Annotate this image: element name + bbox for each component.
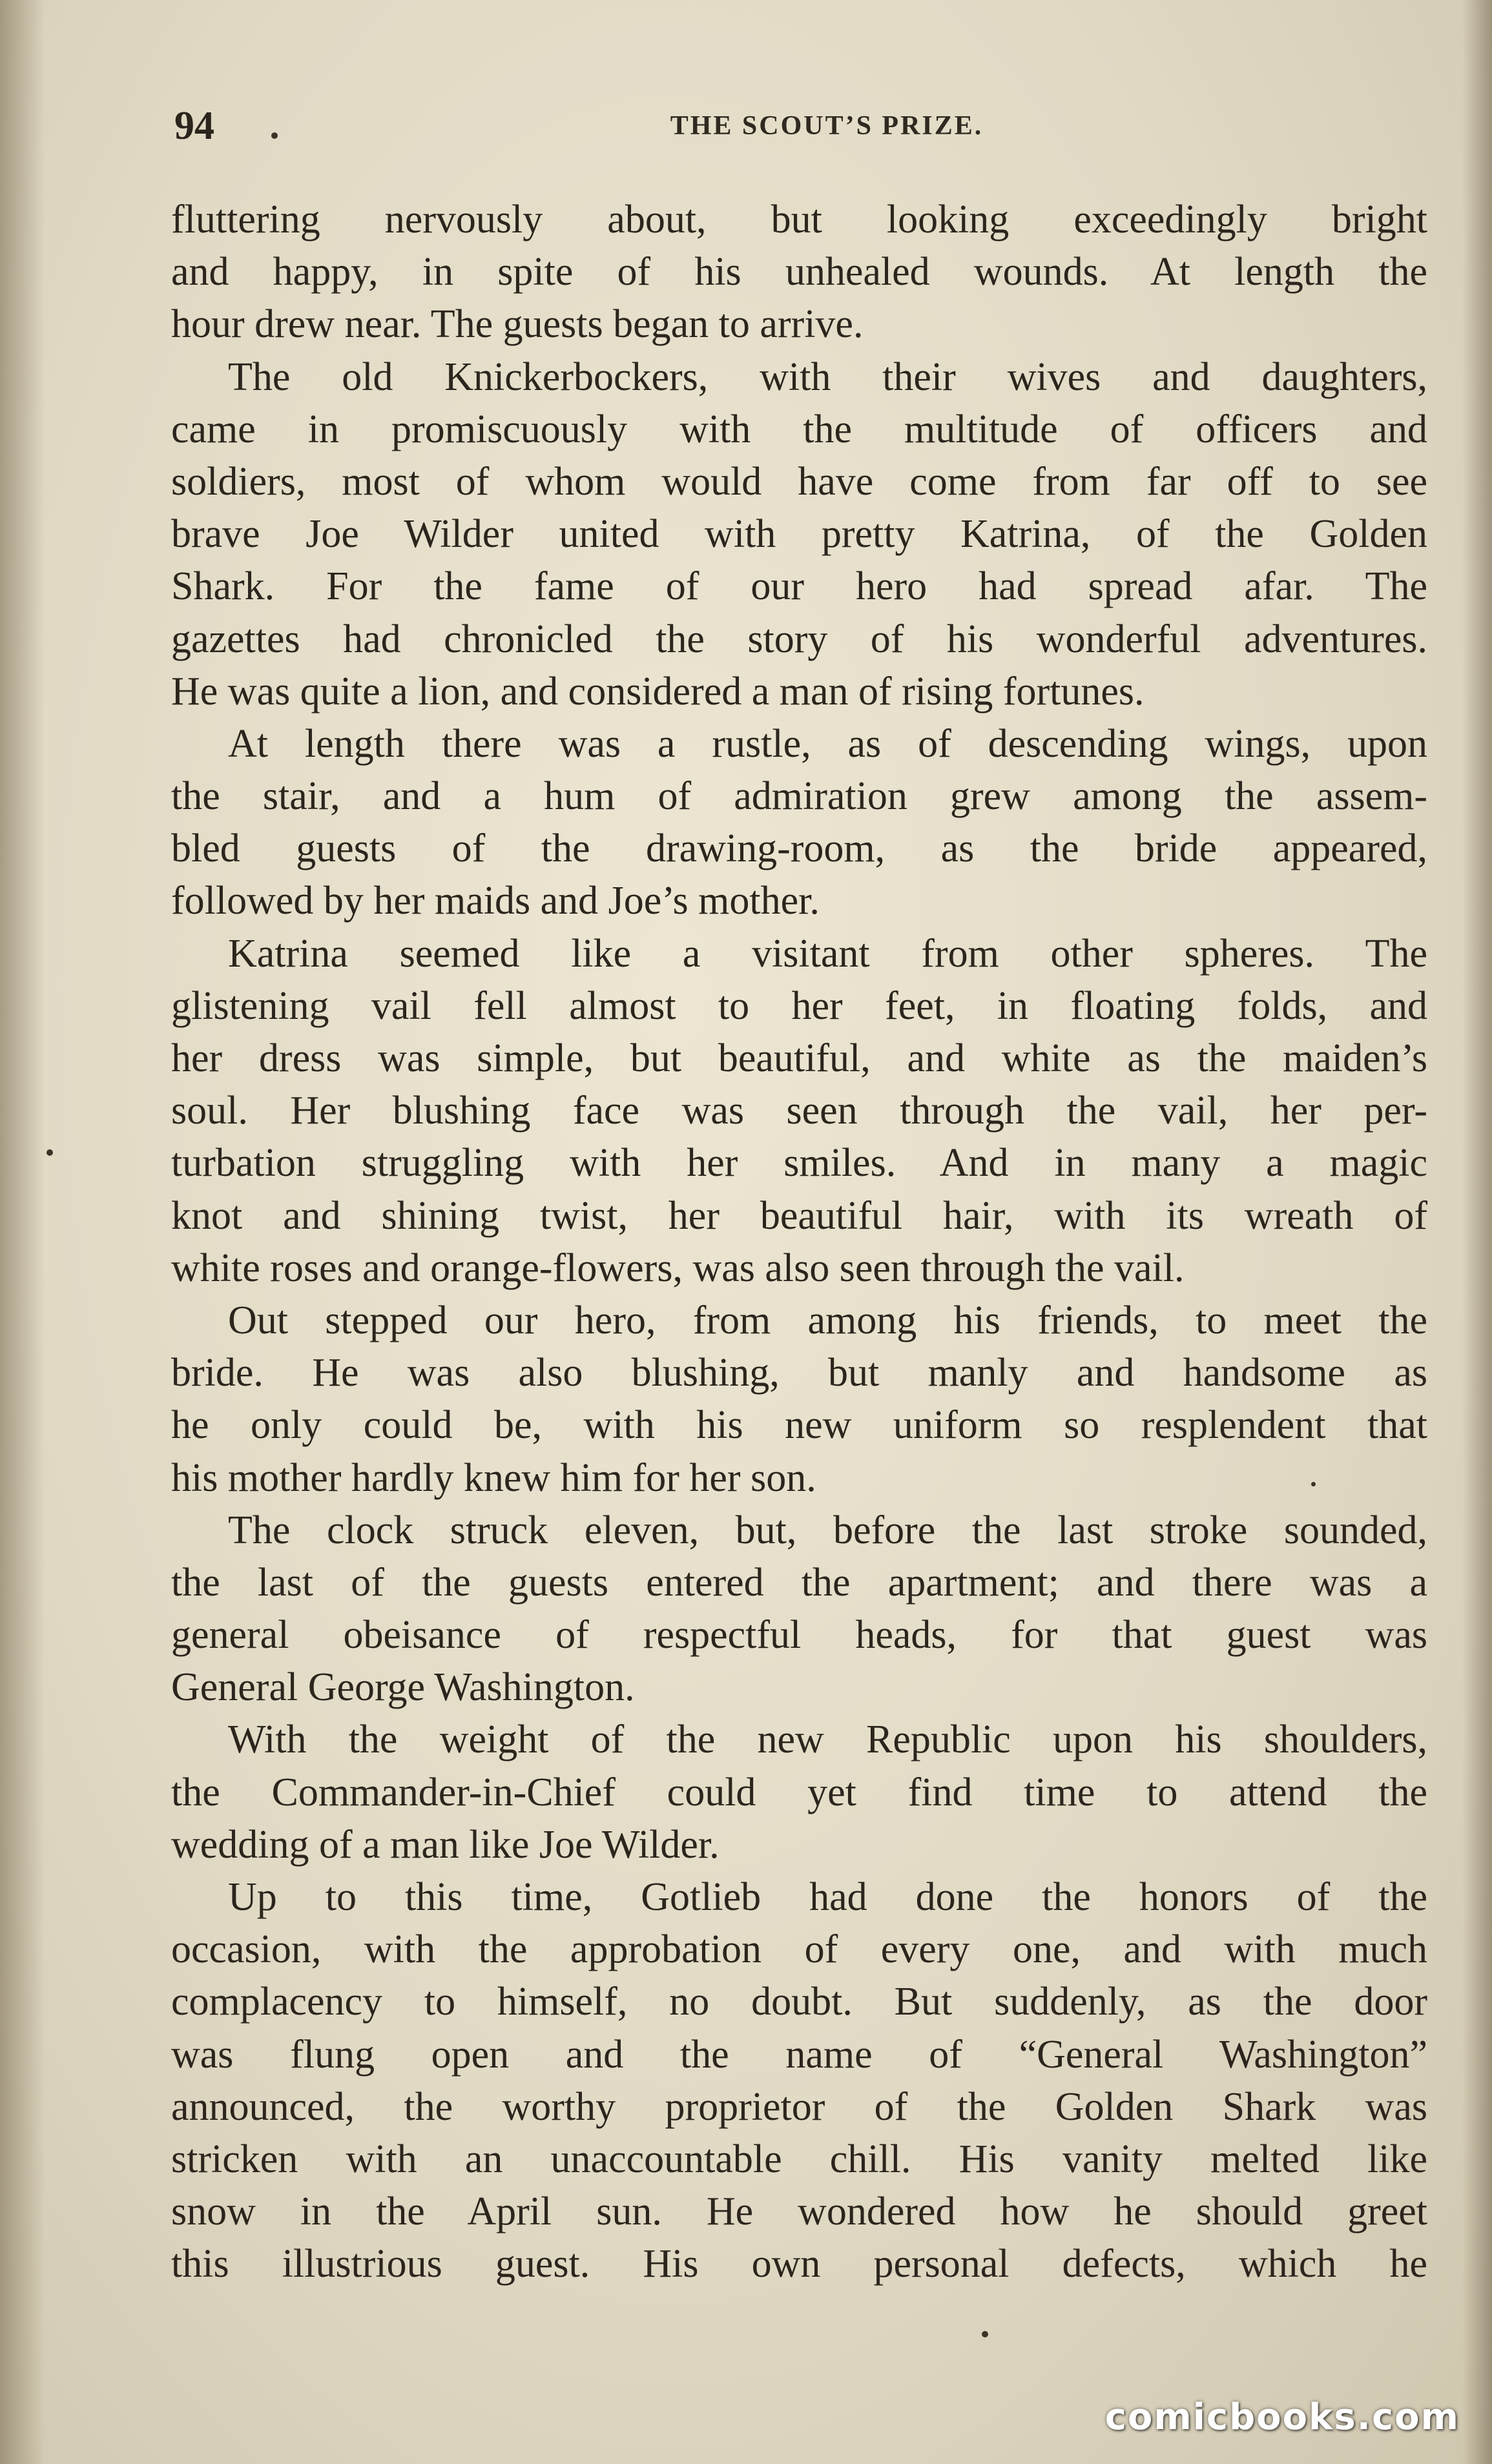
text-line: bride. He was also blushing, but manly and handsome as bbox=[171, 1351, 1427, 1395]
text-line: general obeisance of respectful heads, for that guest was bbox=[171, 1613, 1427, 1658]
text-line: announced, the worthy proprietor of the Golden Shark was bbox=[171, 2084, 1427, 2129]
text-line: Katrina seemed like a visitant from other spheres. The bbox=[228, 931, 1427, 976]
text-line: turbation struggling with her smiles. And in many a magic bbox=[171, 1141, 1427, 1186]
text-line: this illustrious guest. His own personal defects, which he bbox=[171, 2242, 1427, 2286]
text-line: occasion, with the approbation of every one, and with much bbox=[171, 1927, 1427, 1972]
text-line: The clock struck eleven, but, before the last stroke sounded, bbox=[228, 1508, 1427, 1552]
text-line: followed by her maids and Joe’s mother. bbox=[171, 879, 820, 923]
text-line: The old Knickerbockers, with their wives and daughters, bbox=[228, 354, 1427, 399]
text-line: and happy, in spite of his unhealed wounds. At length the bbox=[171, 250, 1427, 294]
text-line: brave Joe Wilder united with pretty Katrina, of the Golden bbox=[171, 512, 1427, 557]
text-line: Out stepped our hero, from among his friends, to meet the bbox=[228, 1298, 1427, 1342]
text-line: complacency to himself, no doubt. But suddenly, as the door bbox=[171, 1980, 1427, 2024]
text-line: was flung open and the name of “General Washington” bbox=[171, 2032, 1427, 2077]
body-text bbox=[171, 194, 1427, 2291]
text-line: He was quite a lion, and considered a man of rising fortunes. bbox=[171, 669, 1145, 714]
text-line: Shark. For the fame of our hero had spread afar. The bbox=[171, 564, 1427, 609]
text-line: the stair, and a hum of admiration grew among the assem- bbox=[171, 774, 1427, 819]
running-head: THE SCOUT’S PRIZE. bbox=[670, 111, 984, 141]
ink-speck bbox=[982, 2331, 988, 2337]
ink-speck bbox=[271, 132, 278, 139]
text-line: her dress was simple, but beautiful, and white as the maiden’s bbox=[171, 1036, 1427, 1080]
page-header bbox=[174, 97, 1427, 155]
page-number: 94 bbox=[174, 104, 214, 148]
text-line: wedding of a man like Joe Wilder. bbox=[171, 1822, 720, 1867]
text-line: soldiers, most of whom would have come from far off to see bbox=[171, 459, 1427, 504]
text-line: the Commander-in-Chief could yet find time to attend the bbox=[171, 1770, 1427, 1814]
text-line: the last of the guests entered the apartment; and there was a bbox=[171, 1560, 1427, 1605]
text-line: At length there was a rustle, as of descending wings, upon bbox=[228, 721, 1427, 766]
text-line: hour drew near. The guests began to arrive. bbox=[171, 302, 864, 347]
text-line: stricken with an unaccountable chill. His vanity melted like bbox=[171, 2137, 1427, 2181]
gutter-shadow bbox=[0, 0, 45, 2464]
text-line: snow in the April sun. He wondered how he should greet bbox=[171, 2190, 1427, 2234]
text-line: bled guests of the drawing-room, as the bride appeared, bbox=[171, 826, 1427, 871]
text-line: knot and shining twist, her beautiful hair, with its wreath of bbox=[171, 1193, 1427, 1238]
watermark-logo: comicbooks.com bbox=[1104, 2396, 1460, 2438]
text-line: he only could be, with his new uniform so resplendent that bbox=[171, 1403, 1427, 1448]
text-line: fluttering nervously about, but looking exceedingly bright bbox=[171, 198, 1427, 241]
text-line: his mother hardly knew him for her son. bbox=[171, 1455, 816, 1500]
text-line: With the weight of the new Republic upon his shoulders, bbox=[228, 1718, 1427, 1762]
page-edge-shadow bbox=[1462, 0, 1492, 2464]
ink-speck bbox=[1311, 1482, 1316, 1486]
text-line: glistening vail fell almost to her feet, in floating folds, and bbox=[171, 983, 1427, 1028]
text-line: white roses and orange-flowers, was also seen through the vail. bbox=[171, 1246, 1185, 1290]
text-line: General George Washington. bbox=[171, 1665, 635, 1710]
text-line: soul. Her blushing face was seen through the vail, her per- bbox=[171, 1089, 1427, 1133]
text-line: Up to this time, Gotlieb had done the honors of the bbox=[228, 1875, 1427, 1919]
text-line: gazettes had chronicled the story of his wonderful adventures. bbox=[171, 617, 1427, 661]
ink-speck bbox=[47, 1149, 53, 1156]
text-line: came in promiscuously with the multitude of officers and bbox=[171, 407, 1427, 451]
